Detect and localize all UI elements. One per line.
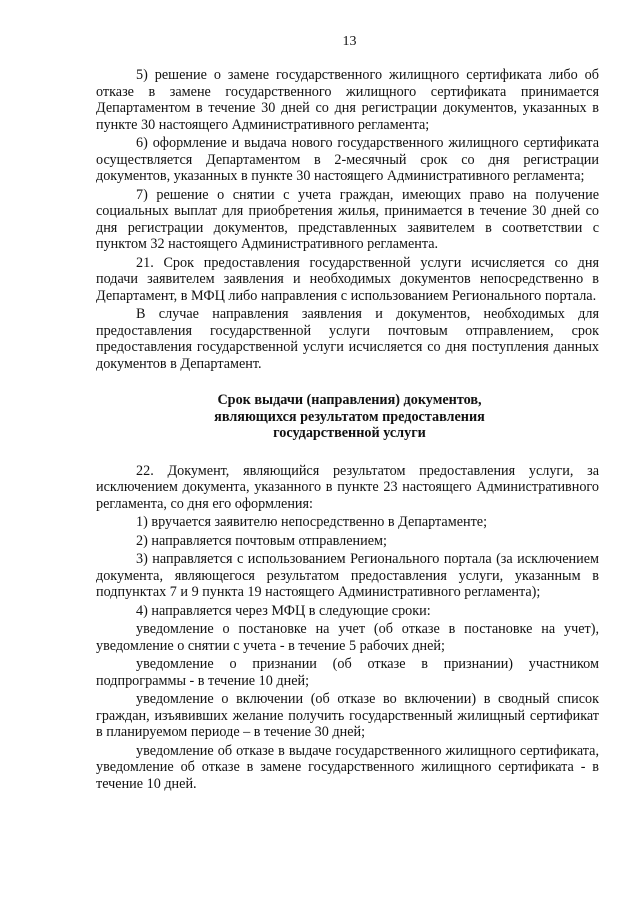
list-item-delivery-3: 3) направляется с использованием Регионального портала (за исключением документа, являющегося результатом предоставления услуги, указанным в подпунктах 7 и 9 пункта 19 настоящего Административного регламента); xyxy=(96,551,599,600)
notice-certificate-refusal: уведомление об отказе в выдаче государственного жилищного сертификата, уведомление об отказе в замене государственного жилищного сертификата - в течение 10 дней. xyxy=(96,742,599,792)
paragraph-item-5: 5) решение о замене государственного жилищного сертификата либо об отказе в замене государственного жилищного сертификата принимается Департаментом в течение 30 дней со дня регистрации документов, указанных в пункте 30 настоящего Административного регламента; xyxy=(96,67,599,133)
paragraph-clause-21: 21. Срок предоставления государственной услуги исчисляется со дня подачи заявителем заявления и необходимых документов непосредственно в Департамент, в МФЦ либо направления с использованием Регионального портала. xyxy=(96,254,599,304)
list-item-delivery-1: 1) вручается заявителю непосредственно в Департаменте; xyxy=(136,514,488,530)
notice-recognition: уведомление о признании (об отказе в признании) участником подпрограммы - в течение 10 дней; xyxy=(96,656,599,689)
notice-registration: уведомление о постановке на учет (об отказе в постановке на учет), уведомление о снятии с учета - в течение 5 рабочих дней; xyxy=(96,621,599,654)
list-item-delivery-2: 2) направляется почтовым отправлением; xyxy=(136,532,387,549)
section-heading-line: Срок выдачи (направления) документов, xyxy=(217,392,482,408)
notice-inclusion: уведомление о включении (об отказе во включении) в сводный список граждан, изъявивших желание получить государственный жилищный сертификат в планируемом периоде – в течение 30 дней; xyxy=(96,691,599,740)
section-heading-line: являющихся результатом предоставления xyxy=(214,408,485,425)
list-item-delivery-4: 4) направляется через МФЦ в следующие сроки: xyxy=(136,602,431,619)
paragraph-item-7: 7) решение о снятии с учета граждан, имеющих право на получение социальных выплат для приобретения жилья, принимается в течение 30 дней со дня регистрации документов, представленных заявителем в соответствии с пунктом 32 настоящего Административного регламента. xyxy=(96,186,599,252)
paragraph-item-6: 6) оформление и выдача нового государственного жилищного сертификата осуществляется Департаментом в 2-месячный срок со дня регистрации документов, указанных в пункте 30 настоящего Административного регламента; xyxy=(96,135,599,184)
paragraph-postal-delivery: В случае направления заявления и документов, необходимых для предоставления государственной услуги почтовым отправлением, срок предоставления государственной услуги исчисляется со дня поступления данных документов в Департамент. xyxy=(96,306,599,372)
section-heading xyxy=(96,392,599,442)
section-heading-line: государственной услуги xyxy=(273,425,426,441)
paragraph-clause-22: 22. Документ, являющийся результатом предоставления услуги, за исключением документа, указанного в пункте 23 настоящего Административного регламента, со дня его оформления: xyxy=(96,462,599,512)
page-number: 13 xyxy=(342,34,357,49)
